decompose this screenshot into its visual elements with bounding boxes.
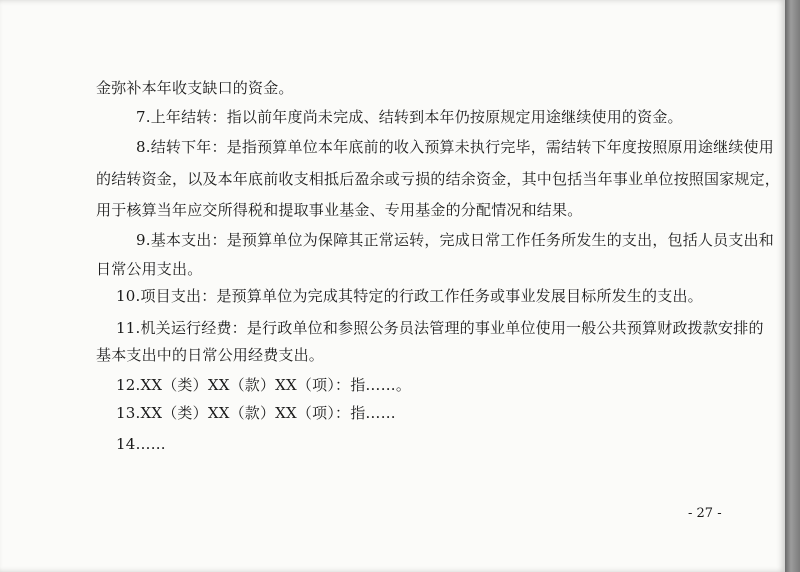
text-line: 7.上年结转：指以前年度尚未完成、结转到本年仍按原规定用途继续使用的资金。 — [136, 108, 683, 126]
text-line: 日常公用支出。 — [96, 260, 203, 278]
text-line: 10.项目支出：是预算单位为完成其特定的行政工作任务或事业发展目标所发生的支出。 — [116, 287, 703, 305]
text-line: 13.XX（类）XX（款）XX（项）：指…… — [116, 404, 396, 422]
text-line: 8.结转下年：是指预算单位本年底前的收入预算未执行完毕，需结转下年度按照原用途继续使用 — [136, 138, 774, 156]
text-line: 用于核算当年应交所得税和提取事业基金、专用基金的分配情况和结果。 — [96, 201, 583, 219]
text-line: 基本支出中的日常公用经费支出。 — [96, 346, 325, 364]
text-line: 12.XX（类）XX（款）XX（项）：指……。 — [116, 376, 412, 394]
text-line: 11.机关运行经费：是行政单位和参照公务员法管理的事业单位使用一般公共预算财政拨款安排的 — [116, 319, 764, 337]
text-line: 金弥补本年收支缺口的资金。 — [96, 79, 294, 97]
text-line: 14…… — [116, 435, 166, 453]
page-edge — [785, 0, 800, 572]
text-line: 9.基本支出：是预算单位为保障其正常运转，完成日常工作任务所发生的支出，包括人员支出和 — [136, 231, 774, 249]
text-line: 的结转资金，以及本年底前收支相抵后盈余或亏损的结余资金，其中包括当年事业单位按照国家规定， — [96, 170, 781, 188]
page-number: - 27 - — [688, 506, 722, 521]
